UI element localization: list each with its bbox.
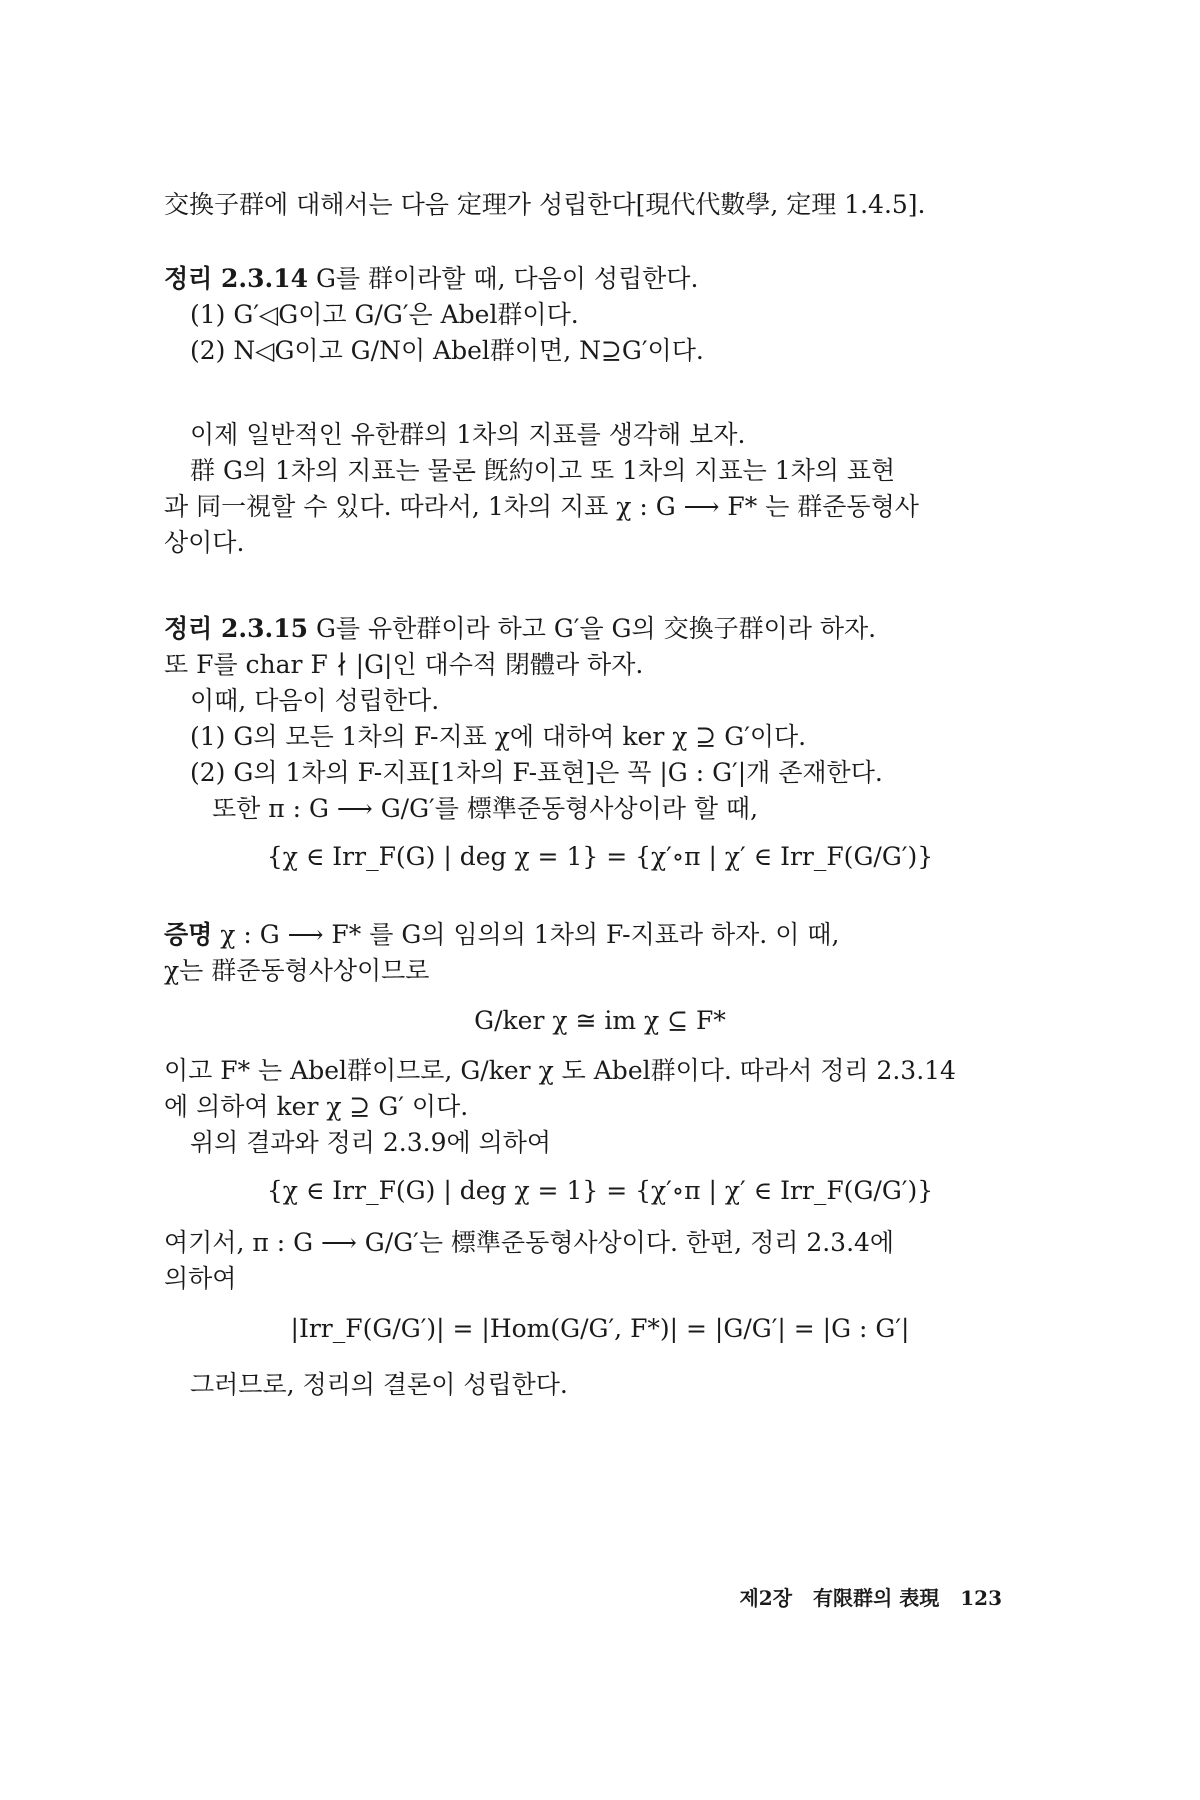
theorem-item-1: (1) G′◁G이고 G/G′은 Abel群이다.: [190, 300, 579, 329]
theorem-formula: {χ ∈ Irr_F(G) | deg χ = 1} = {χ′∘π | χ′ ∈ Irr_F(G/G′)}: [266, 842, 934, 871]
proof-label: 증명: [164, 920, 213, 949]
footer-title: 有限群의 表現: [812, 1586, 940, 1610]
proof-first-line: [164, 918, 839, 952]
proof-conclusion: 그러므로, 정리의 결론이 성립한다.: [190, 1370, 568, 1399]
proof-line: χ는 群준동형사상이므로: [164, 956, 430, 985]
discussion-line: 상이다.: [164, 528, 245, 557]
proof-formula-2: {χ ∈ Irr_F(G) | deg χ = 1} = {χ′∘π | χ′ ∈ Irr_F(G/G′)}: [266, 1176, 934, 1205]
theorem-line: 이때, 다음이 성립한다.: [190, 686, 440, 715]
footer-chapter: 제2장: [739, 1586, 793, 1610]
proof-line: 의하여: [164, 1264, 237, 1293]
discussion-line: 이제 일반적인 유한群의 1차의 지표를 생각해 보자.: [190, 420, 746, 449]
theorem-label: 정리 2.3.14: [164, 264, 308, 293]
proof-line: 이고 F* 는 Abel群이므로, G/ker χ 도 Abel群이다. 따라서 정리 2.3.14: [164, 1056, 956, 1085]
theorem-item-2: (2) G의 1차의 F-지표[1차의 F-표현]은 꼭 |G : G′|개 존재한다.: [190, 758, 883, 787]
proof-line: 여기서, π : G ⟶ G/G′는 標準준동형사상이다. 한편, 정리 2.3.4에: [164, 1228, 895, 1257]
proof-line: 위의 결과와 정리 2.3.9에 의하여: [190, 1128, 552, 1157]
theorem-statement: G를 群이라할 때, 다음이 성립한다.: [315, 264, 699, 293]
theorem-item-2: (2) N◁G이고 G/N이 Abel群이면, N⊇G′이다.: [190, 336, 704, 365]
proof-formula-3: |Irr_F(G/G′)| = |Hom(G/G′, F*)| = |G/G′| = |G : G′|: [290, 1314, 910, 1343]
theorem-line: 또 F를 char F ∤ |G|인 대수적 閉體라 하자.: [164, 650, 644, 679]
theorem-label: 정리 2.3.15: [164, 614, 308, 643]
proof-line: 에 의하여 ker χ ⊇ G′ 이다.: [164, 1092, 469, 1121]
intro-text: 交換子群에 대해서는 다음 定理가 성립한다[現代代數學, 定理 1.4.5].: [164, 190, 926, 219]
discussion-line: 과 同一視할 수 있다. 따라서, 1차의 지표 χ : G ⟶ F* 는 群준동형사: [164, 492, 919, 521]
page-footer: [725, 1582, 1002, 1611]
theorem-item-1: (1) G의 모든 1차의 F-지표 χ에 대하여 ker χ ⊇ G′이다.: [190, 722, 807, 751]
discussion-line: 群 G의 1차의 지표는 물론 旣約이고 또 1차의 지표는 1차의 표현: [190, 456, 896, 485]
theorem-statement: G를 유한群이라 하고 G′을 G의 交換子群이라 하자.: [315, 614, 877, 643]
proof-formula-1: G/ker χ ≅ im χ ⊆ F*: [474, 1006, 726, 1035]
theorem-2-3-15-heading: [164, 612, 876, 646]
page-number: 123: [960, 1586, 1002, 1610]
theorem-extra: 또한 π : G ⟶ G/G′를 標準준동형사상이라 할 때,: [212, 794, 759, 823]
theorem-2-3-14-heading: [164, 262, 698, 296]
proof-text: χ : G ⟶ F* 를 G의 임의의 1차의 F-지표라 하자. 이 때,: [220, 920, 840, 949]
